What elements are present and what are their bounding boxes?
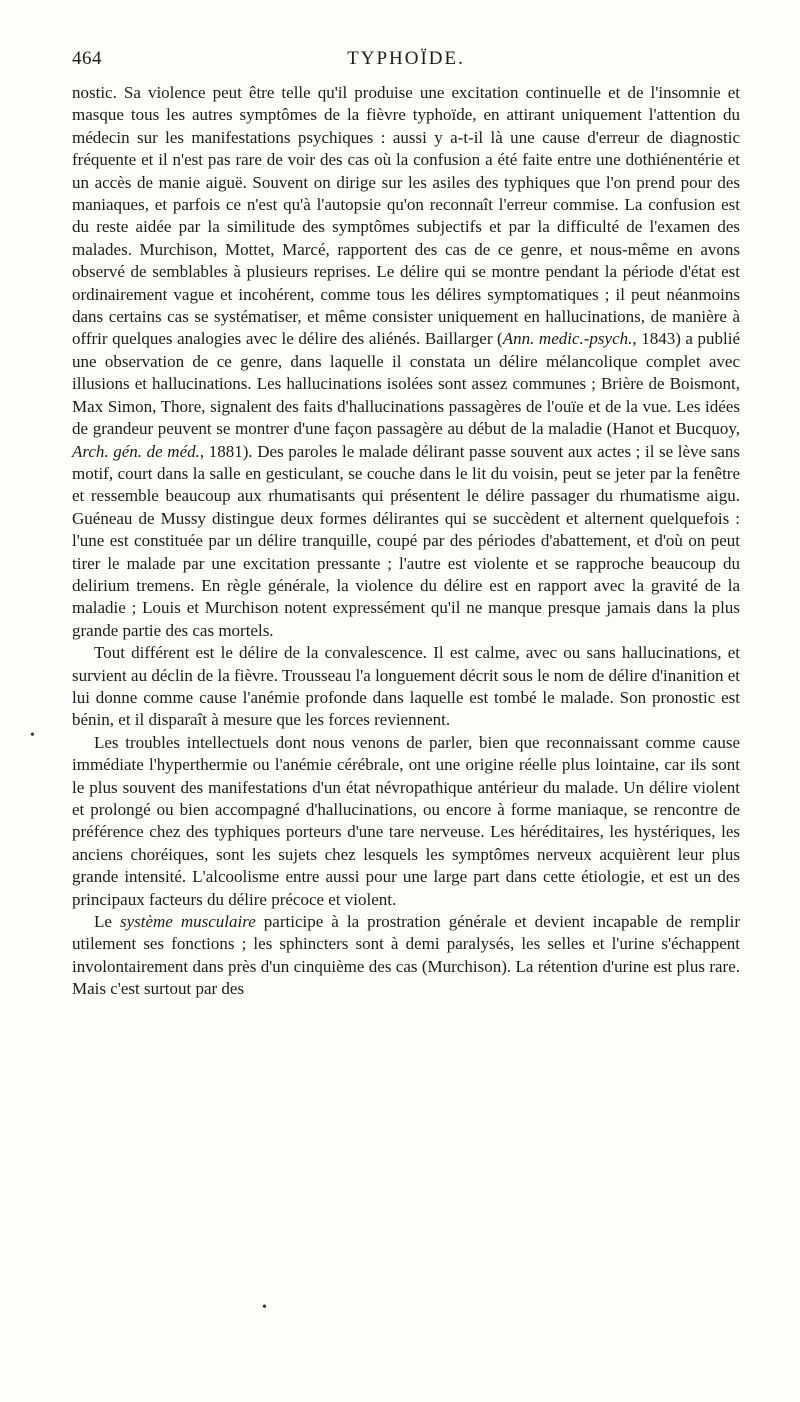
running-title: TYPHOÏDE. — [347, 48, 465, 69]
text-segment: , 1843) a publié une observation de ce genre, dans laquelle il constata un délire mélancolique complet avec illusions et hallucinations. Les hallucinations isolées sont assez communes ; Brière de Boismont, Max Simon, Thore, signalent des faits d'hallucinations passagères de l'ouïe et de la vue. Les idées de grandeur peuvent se montrer d'une façon passagère au début de la maladie (Hanot et Bucquoy, — [72, 329, 741, 439]
running-header — [72, 48, 740, 82]
book-page — [72, 48, 740, 1001]
text-segment: Tout différent est le délire de la convalescence. Il est calme, avec ou sans hallucinations, et survient au déclin de la fièvre. Trousseau l'a longuement décrit sous le nom de délire d'inanition et lui donne comme cause l'anémie profonde dans laquelle est tombé le malade. Son pronostic est bénin, et il disparaît à mesure que les forces reviennent. — [72, 643, 740, 730]
body-text — [72, 82, 740, 1001]
text-segment: nostic. Sa violence peut être telle qu'il produise une excitation continuelle et de l'insomnie et masque tous les autres symptômes de la fièvre typhoïde, en attirant uniquement l'attention du médecin sur les manifestations psychiques : aussi y a-t-il là une cause d'erreur de diagnostic fréquente et il n'est pas rare de voir des cas où la confusion a été faite entre une dothiénentérie et un accès de manie aiguë. Souvent on dirige sur les asiles des typhiques que l'on prend pour des maniaques, et parfois ce n'est qu'à l'autopsie qu'on reconnaît l'erreur commise. La confusion est du reste aidée par la similitude des symptômes subjectifs et par la difficulté de l'examen des malades. Murchison, Mottet, Marcé, rapportent des cas de ce genre, et nous-même en avons observé de semblables à plusieurs reprises. Le délire qui se montre pendant la période d'état est ordinairement vague et incohérent, comme tous les délires symptomatiques ; il peut néanmoins dans certains cas se systématiser, et même consister uniquement en hallucinations, de manière à offrir quelques analogies avec le délire des aliénés. Baillarger ( — [72, 83, 740, 349]
citation-italic: Arch. gén. de méd. — [72, 441, 200, 461]
text-segment: Le — [94, 912, 120, 932]
citation-italic: Ann. medic.-psych. — [502, 329, 633, 349]
paragraph-convalescence — [72, 642, 740, 732]
term-italic: système musculaire — [119, 912, 256, 932]
stray-print-mark: • — [262, 1300, 267, 1315]
paragraph-intellectual-troubles — [72, 732, 740, 911]
paragraph-delirium-violence — [72, 82, 740, 642]
text-segment: participe à la prostration générale et devient incapable de remplir utilement ses fonctions ; les sphincters sont à demi paralysés, les selles et l'urine s'échappent involontairement dans près d'un cinquième des cas (Murchison). La rétention d'urine est plus rare. Mais c'est surtout par des — [72, 912, 740, 999]
text-segment: , 1881). Des paroles le malade délirant passe souvent aux actes ; il se lève sans motif, court dans la salle en gesticulant, se couche dans le lit du voisin, peut se jeter par la fenêtre et ressemble beaucoup aux rhumatisants qui présentent le délire passager du rhumatisme aigu. Guéneau de Mussy distingue deux formes délirantes qui se succèdent et alternent quelquefois : l'une est constituée par un délire tranquille, coupé par des périodes d'abattement, et d'où on peut tirer le malade par une excitation pressante ; l'autre est violente et se rapproche beaucoup du delirium tremens. En règle générale, la violence du délire est en rapport avec la gravité de la maladie ; Louis et Murchison notent expressément qu'il ne manque presque jamais dans la plus grande partie des cas mortels. — [72, 441, 740, 640]
stray-print-mark: • — [30, 728, 35, 743]
text-segment: Les troubles intellectuels dont nous venons de parler, bien que reconnaissant comme cause immédiate l'hyperthermie ou l'anémie cérébrale, ont une origine réelle plus lointaine, car ils sont le plus souvent des manifestations d'un état névropathique antérieur du malade. Un délire violent et prolongé ou bien accompagné d'hallucinations, ou encore à forme maniaque, se rencontre de préférence chez des typhiques porteurs d'une tare nerveuse. Les héréditaires, les hystériques, les anciens choréiques, sont les sujets chez lesquels les symptômes nerveux acquièrent leur plus grande intensité. L'alcoolisme entre aussi pour une large part dans cette étiologie, et est un des principaux facteurs du délire précoce et violent. — [72, 732, 740, 909]
paragraph-muscular-system — [72, 911, 740, 1001]
page-number: 464 — [72, 48, 102, 69]
